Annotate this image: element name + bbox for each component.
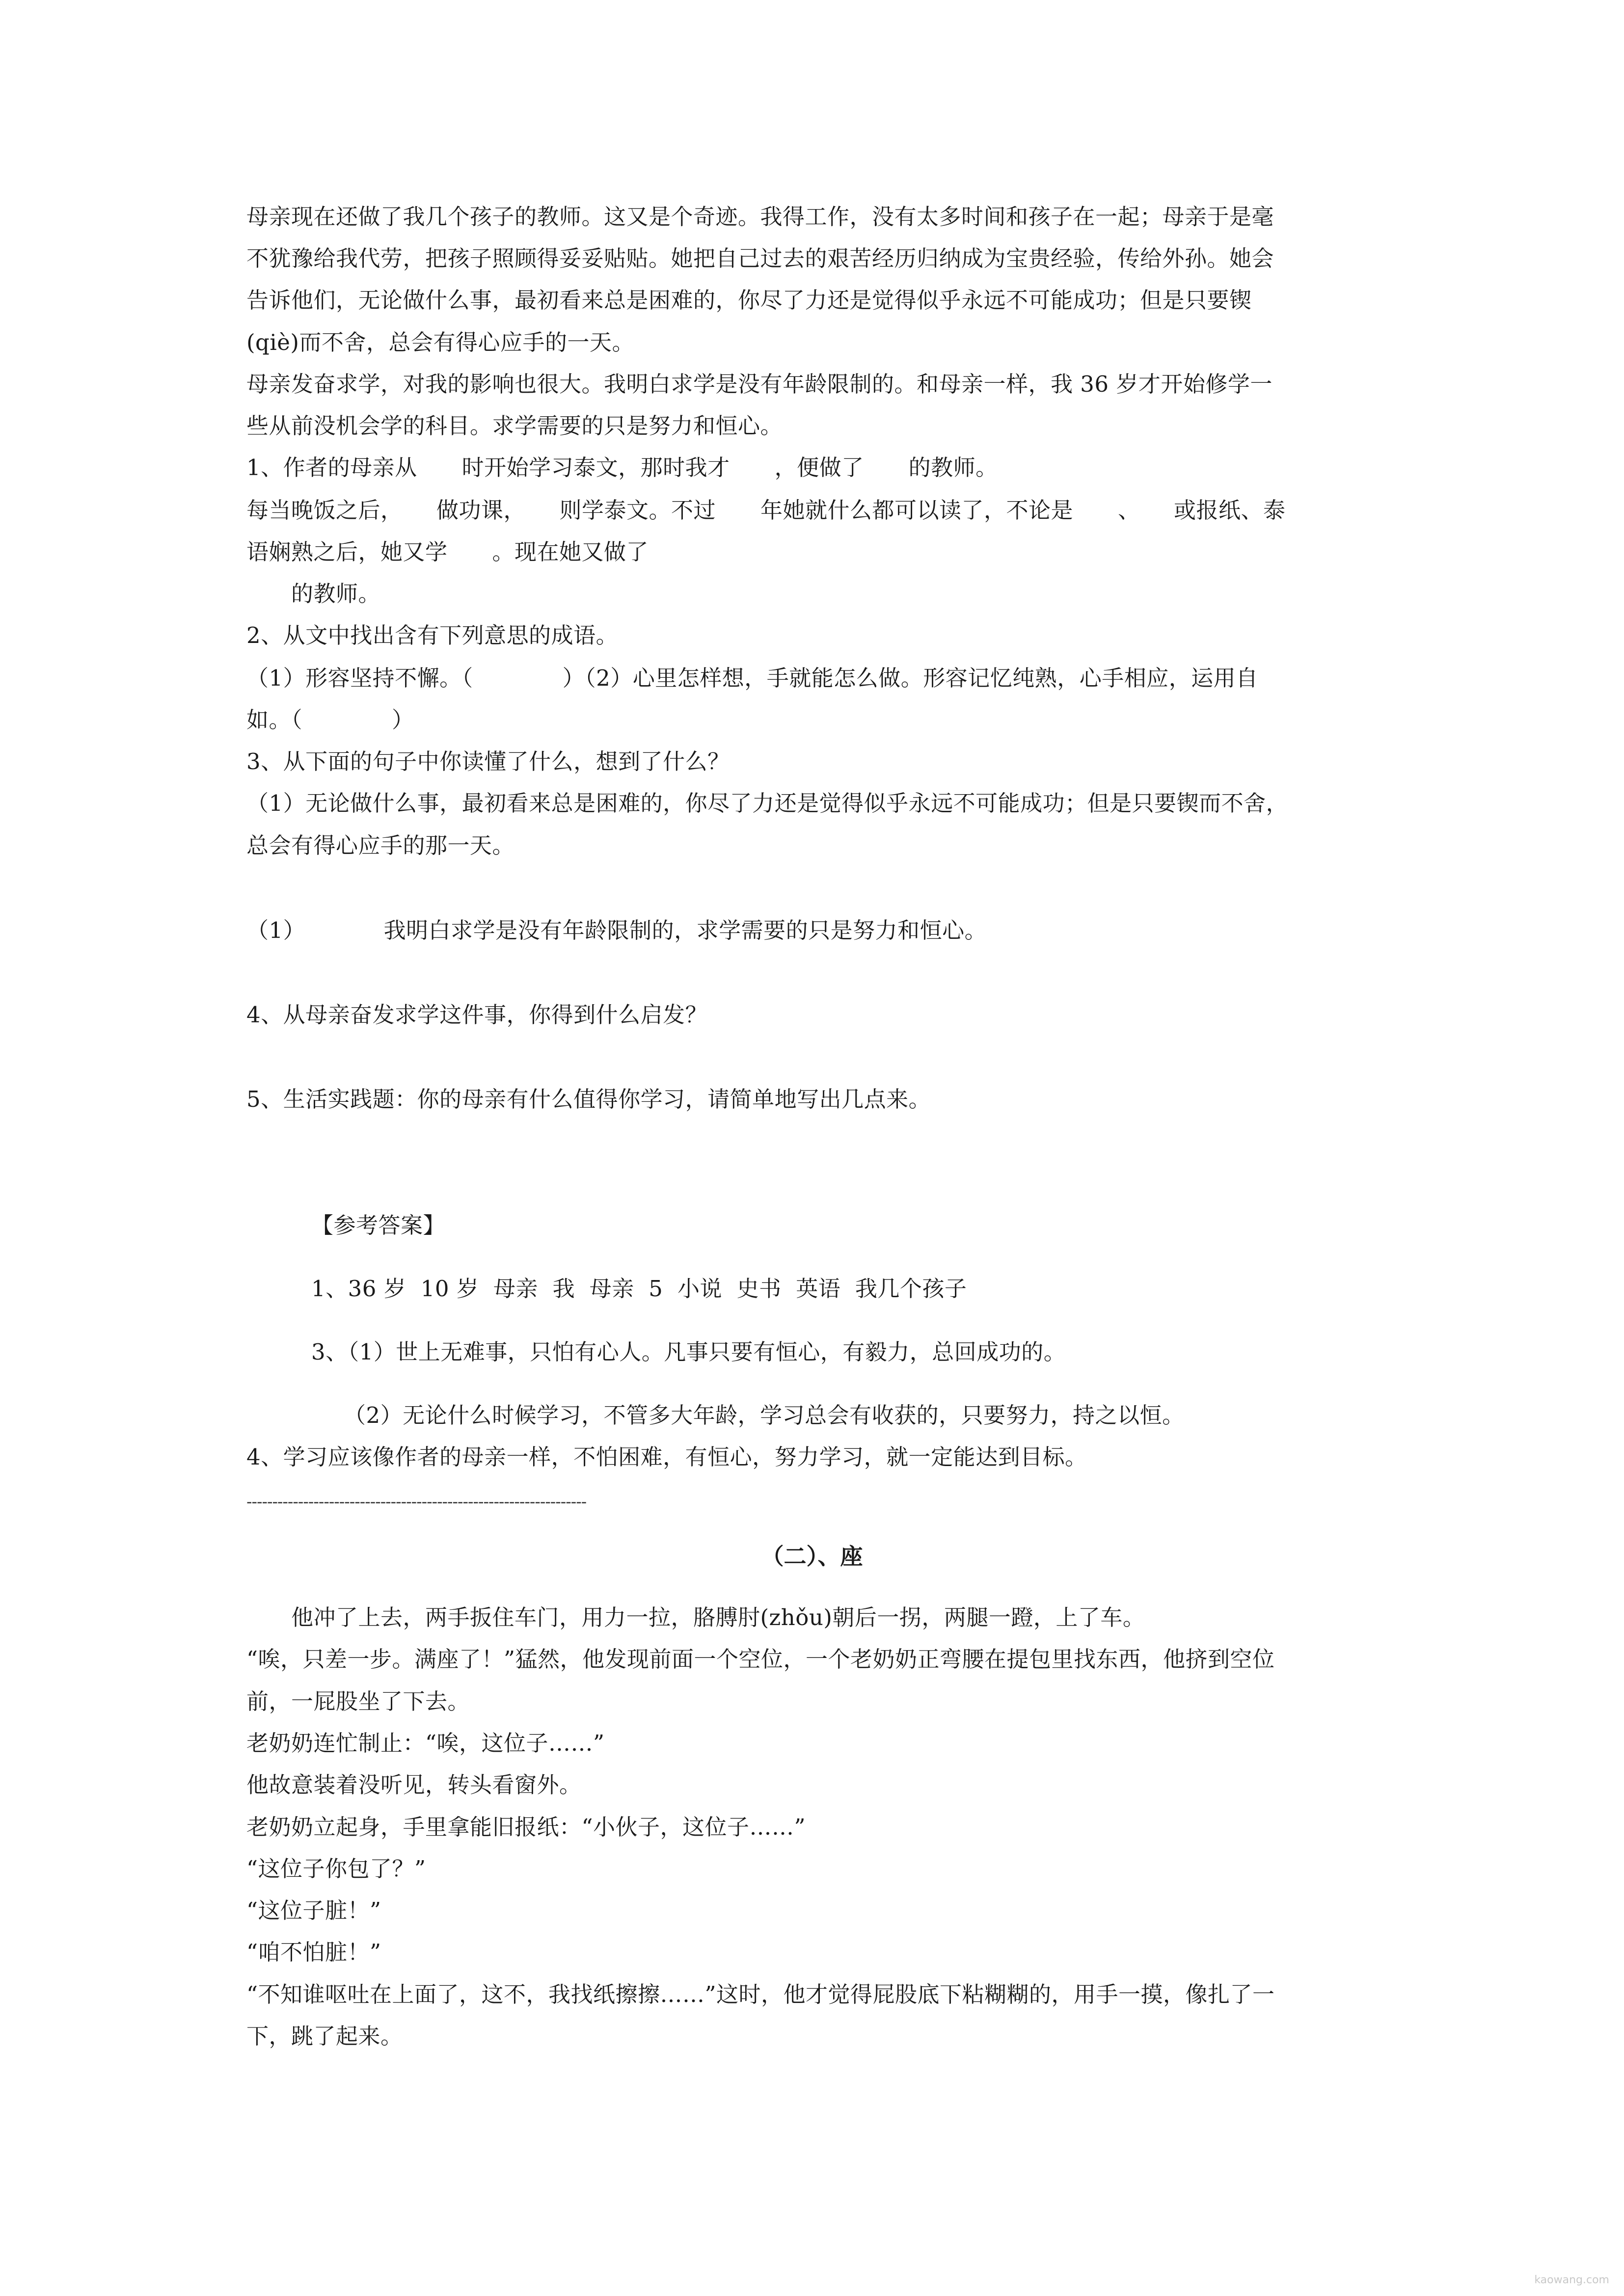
passage-line: 他冲了上去，两手扳住车门，用力一拉，胳膊肘(zhǒu)朝后一拐，两腿一蹬，上了车。 xyxy=(246,1604,1145,1630)
answer-3-2: （2）无论什么时候学习，不管多大年龄，学习总会有收获的，只要努力，持之以恒。 xyxy=(344,1402,1185,1428)
passage-line: 母亲发奋求学，对我的影响也很大。我明白求学是没有年龄限制的。和母亲一样，我 36 岁才开始修学一 xyxy=(246,371,1272,397)
passage-line: 他故意装着没听见，转头看窗外。 xyxy=(246,1772,582,1798)
passage-line: 母亲现在还做了我几个孩子的教师。这又是个奇迹。我得工作，没有太多时间和孩子在一起；母亲于是毫 xyxy=(246,204,1274,230)
passage-line: “这位子脏！” xyxy=(246,1897,381,1923)
passage-line: 不犹豫给我代劳，把孩子照顾得妥妥贴贴。她把自己过去的艰苦经历归纳成为宝贵经验，传给外孙。她会 xyxy=(246,245,1274,271)
answer-heading: 【参考答案】 xyxy=(311,1212,446,1238)
passage-line: (qiè)而不舍，总会有得心应手的一天。 xyxy=(246,329,634,355)
question-5: 5、生活实践题：你的母亲有什么值得你学习，请简单地写出几点来。 xyxy=(246,1086,931,1112)
question-1-line: 1、作者的母亲从 时开始学习泰文，那时我才 ，便做了 的教师。 xyxy=(246,454,998,481)
passage-line: “这位子你包了？” xyxy=(246,1856,426,1882)
answer-3-1: 3、（1）世上无难事，只怕有心人。凡事只要有恒心，有毅力，总回成功的。 xyxy=(311,1339,1066,1365)
passage-line: 老奶奶立起身，手里拿能旧报纸：“小伙子，这位子……” xyxy=(246,1814,806,1840)
passage-line: 些从前没机会学的科目。求学需要的只是努力和恒心。 xyxy=(246,413,783,439)
passage-line: “不知谁呕吐在上面了，这不，我找纸擦擦……”这时，他才觉得屁股底下粘糊糊的，用手一摸，像扎了一 xyxy=(246,1981,1275,2007)
passage-line: 老奶奶连忙制止：“唉，这位子……” xyxy=(246,1730,605,1756)
question-1-line: 语娴熟之后，她又学 。现在她又做了 xyxy=(246,539,649,565)
question-2-line: 2、从文中找出含有下列意思的成语。 xyxy=(246,622,619,648)
passage-line: “咱不怕脏！” xyxy=(246,1939,381,1965)
section-title: （二）、座 xyxy=(761,1543,863,1570)
passage-line: 下，跳了起来。 xyxy=(246,2023,403,2049)
passage-line: 告诉他们，无论做什么事，最初看来总是困难的，你尽了力还是觉得似乎永远不可能成功；但是只要锲 xyxy=(246,287,1252,313)
question-3b: （1） 我明白求学是没有年龄限制的，求学需要的只是努力和恒心。 xyxy=(246,917,987,943)
question-3-line: 3、从下面的句子中你读懂了什么，想到了什么？ xyxy=(246,748,730,774)
passage-line: “唉，只差一步。满座了！”猛然，他发现前面一个空位，一个老奶奶正弯腰在提包里找东西，他挤到空位 xyxy=(246,1646,1275,1672)
answer-1: 1、36 岁 10 岁 母亲 我 母亲 5 小说 史书 英语 我几个孩子 xyxy=(311,1276,967,1302)
watermark: kaowang.com xyxy=(1534,2274,1609,2286)
question-2-line: （1）形容坚持不懈。（ ）（2）心里怎样想，手就能怎么做。形容记忆纯熟，心手相应，运用自 xyxy=(246,665,1258,691)
question-3-line: （1）无论做什么事，最初看来总是困难的，你尽了力还是觉得似乎永远不可能成功；但是只要锲而不舍， xyxy=(246,790,1289,816)
question-4: 4、从母亲奋发求学这件事，你得到什么启发？ xyxy=(246,1002,708,1028)
section-divider: ------------------------------------------------------------------ xyxy=(246,1492,587,1512)
question-1-line: 每当晚饭之后， 做功课， 则学泰文。不过 年她就什么都可以读了，不论是 、 或报纸、泰 xyxy=(246,497,1286,523)
answer-4: 4、学习应该像作者的母亲一样，不怕困难，有恒心，努力学习，就一定能达到目标。 xyxy=(246,1444,1087,1470)
question-1-line: 的教师。 xyxy=(246,581,381,607)
question-3-line: 总会有得心应手的那一天。 xyxy=(246,832,515,858)
question-2-line: 如。（ ） xyxy=(246,707,414,733)
passage-line: 前，一屁股坐了下去。 xyxy=(246,1688,470,1714)
